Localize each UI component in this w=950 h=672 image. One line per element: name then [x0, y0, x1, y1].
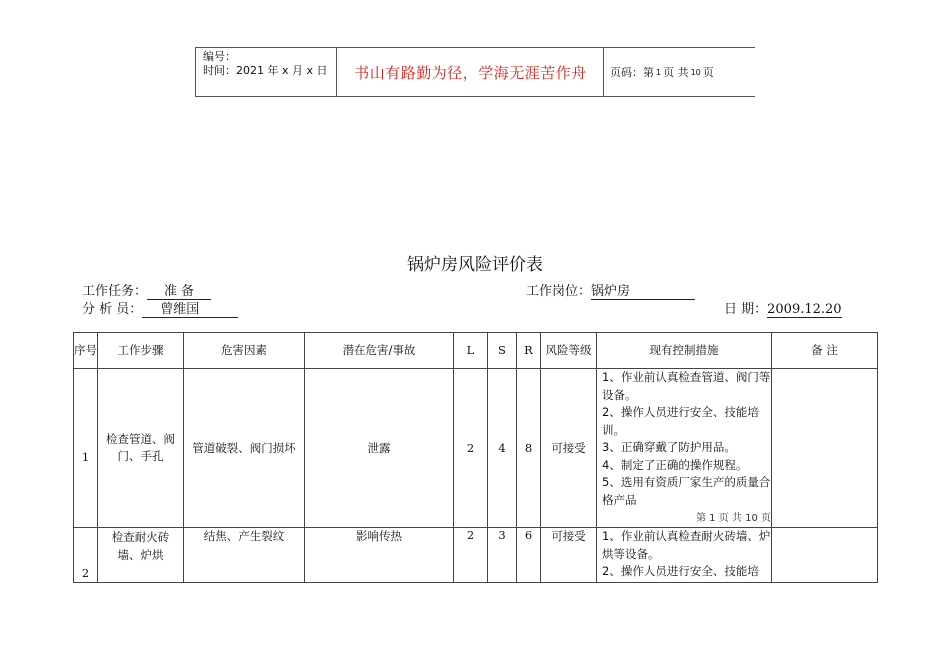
page-title: 锅炉房风险评价表: [407, 255, 543, 275]
work-post: 工作岗位：锅炉房: [526, 280, 695, 300]
header-cell: 风险等级: [541, 333, 597, 369]
value-r: 6: [517, 528, 541, 583]
analyst: 分 析 员： 曾维国: [82, 298, 238, 318]
hazard: 管道破裂、阀门损坏: [184, 369, 305, 528]
date-value: 2009.12.20: [767, 302, 842, 317]
accident: 泄露: [305, 369, 454, 528]
header-cell: R: [517, 333, 541, 369]
work-step: 检查耐火砖墙、炉烘: [98, 528, 184, 583]
risk-level: 可接受: [541, 528, 597, 583]
header-cell: 潜在危害/事故: [305, 333, 454, 369]
header-motto: 书山有路勤为径，学海无涯苦作舟: [338, 48, 604, 96]
header-cell: 现有控制措施: [597, 333, 772, 369]
note: [772, 369, 878, 528]
value-l: 2: [454, 369, 488, 528]
time-label: 时间：2021 年 x 月 x 日: [203, 64, 328, 77]
date: 日 期：2009.12.20: [724, 302, 842, 317]
work-task: 工作任务： 准 备: [82, 280, 211, 300]
value-r: 8: [517, 369, 541, 528]
analyst-value: 曾维国: [142, 303, 238, 318]
table-header-row: [74, 333, 878, 369]
header-cell: 备 注: [772, 333, 878, 369]
table-row: [74, 369, 878, 528]
control-measures: 1、作业前认真检查耐火砖墙、炉烘等设备。 2、操作人员进行安全、技能培: [597, 528, 772, 583]
value-s: 4: [488, 369, 517, 528]
header-cell: 危害因素: [184, 333, 305, 369]
header-cell: L: [454, 333, 488, 369]
control-measures: 1、作业前认真检查管道、阀门等设备。 2、操作人员进行安全、技能培训。 3、正确穿戴了防护用品。 4、制定了正确的操作规程。 5、选用有资质厂家生产的质量合格产品: [597, 369, 772, 528]
code-label: 编号：: [203, 50, 236, 63]
work-task-value: 准 备: [147, 285, 211, 300]
note: [772, 528, 878, 583]
header-cell: 工作步骤: [98, 333, 184, 369]
page-footer-note: 第 1 页 共 10 页: [696, 513, 771, 524]
header-cell: 序号: [74, 333, 98, 369]
header-page-number: 页码：第 1 页 共 10 页: [610, 66, 714, 79]
row-number: 2: [74, 528, 98, 583]
risk-level: 可接受: [541, 369, 597, 528]
header-cell: S: [488, 333, 517, 369]
value-s: 3: [488, 528, 517, 583]
risk-table: [73, 332, 878, 583]
accident: 影响传热: [305, 528, 454, 583]
row-number: 1: [74, 369, 98, 528]
work-step: 检查管道、阀门、手孔: [98, 369, 184, 528]
document-header: [195, 47, 755, 97]
table-row: [74, 528, 878, 583]
work-post-value: 锅炉房: [591, 285, 695, 300]
header-info-cell: [196, 48, 337, 96]
hazard: 结焦、产生裂纹: [184, 528, 305, 583]
value-l: 2: [454, 528, 488, 583]
